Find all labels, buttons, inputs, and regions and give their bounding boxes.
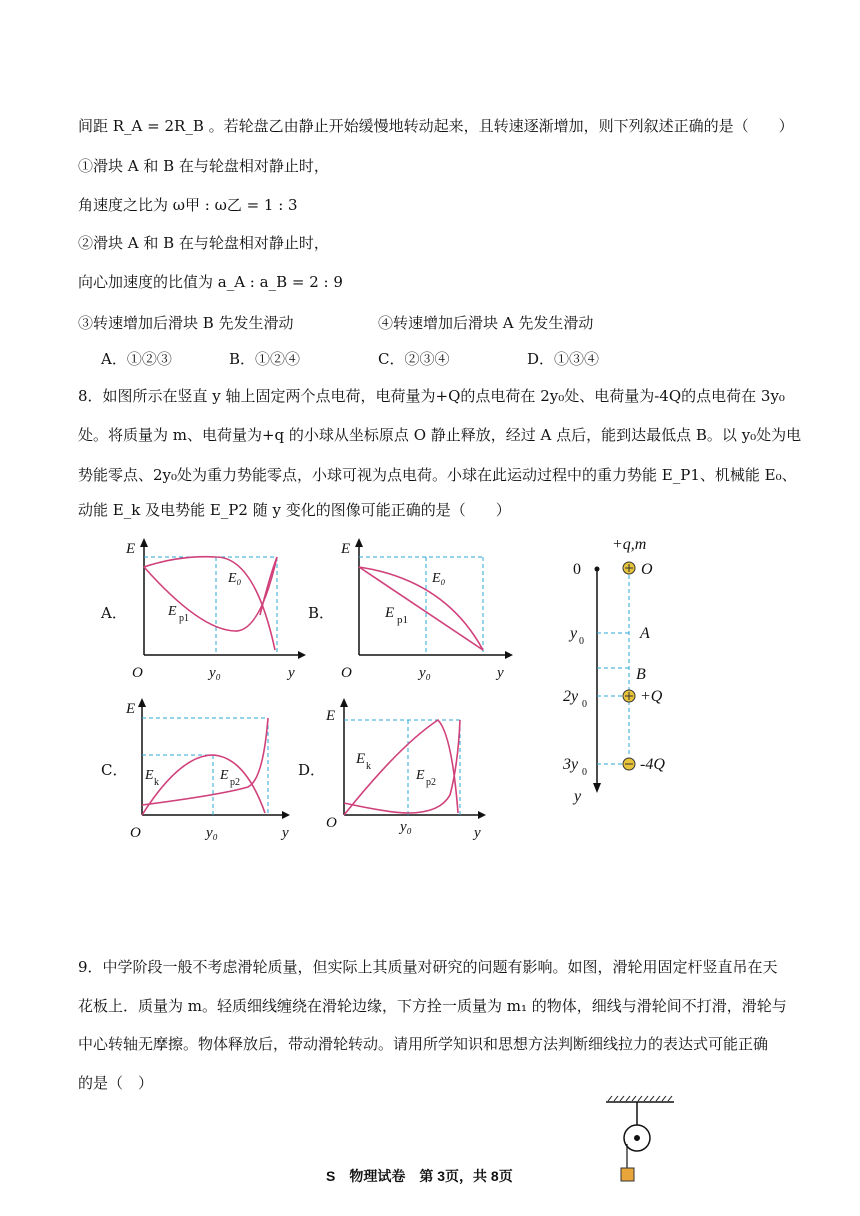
q7-statement-2: ②滑块 A 和 B 在与轮盘相对静止时， [78,234,329,252]
q7-statement-1b: 角速度之比为 ω甲 : ω乙 = 1 : 3 [78,196,298,214]
q7-statement-4: ④转速增加后滑块 A 先发生滑动 [378,314,594,332]
graph-c-ylabel: E [126,701,136,717]
graph-d-c2sub: p2 [426,777,436,788]
graph-b-origin: O [341,665,352,681]
axis-3y0-sub: 0 [582,767,587,778]
axis-a-label: A [640,625,650,642]
q8-stem-line-1: 8．如图所示在竖直 y 轴上固定两个点电荷，电荷量为+Q的点电荷在 2y₀处、电荷量为-4Q的点电荷在 3y₀ [78,387,785,405]
graph-b-letter: B． [308,604,335,622]
q8-stem-line-3: 势能零点、2y₀处为重力势能零点，小球可视为点电荷。小球在此运动过程中的重力势能 E_P1、机械能 E₀、 [78,466,797,484]
axis-minus-4q-label: -4Q [640,756,665,773]
axis-2y0-label: 2y [563,688,579,705]
graph-b-c2sub: p1 [397,614,408,626]
graph-c-c2sub: p2 [230,777,240,788]
graph-b-tick: y₀ [419,665,431,681]
q7-statement-3: ③转速增加后滑块 B 先发生滑动 [78,314,294,332]
axis-o-label: O [641,561,653,578]
graph-c [120,695,300,845]
q7-option-a: A．①②③ [101,350,172,368]
graph-a-ylabel: E [126,541,136,557]
graph-d-tick: y₀ [400,819,412,835]
graph-b-xlabel: y [497,665,504,681]
q9-stem-line-1: 9．中学阶段一般不考虑滑轮质量，但实际上其质量对研究的问题有影响。如图，滑轮用固定杆竖直吊在天 [78,958,778,976]
q7-statement-1: ①滑块 A 和 B 在与轮盘相对静止时， [78,157,329,175]
axis-plus-q-label: +Q [640,688,663,705]
graph-d-letter: D． [298,761,326,779]
graph-c-c1sub: k [154,777,159,788]
graph-b-ylabel: E [341,541,351,557]
axis-y0-label: y [570,625,578,642]
graph-a-tick: y₀ [209,665,221,681]
graph-a [120,535,300,685]
graph-c-tick: y₀ [206,825,218,841]
q8-stem-line-4: 动能 E_k 及电势能 E_P2 随 y 变化的图像可能正确的是（ ） [78,501,511,519]
graph-b [335,535,515,685]
axis-2y0-sub: 0 [582,699,587,710]
axis-3y0-label: 3y [563,756,579,773]
q7-option-d: D．①③④ [527,350,600,368]
graph-c-xlabel: y [282,825,289,841]
graph-a-origin: O [132,665,143,681]
axis-b-label: B [636,666,646,683]
graph-a-c2: E [168,604,177,619]
axis-zero-label: 0 [573,561,581,578]
graph-d-origin: O [326,815,337,831]
graph-c-letter: C． [101,761,128,779]
axis-top-label: +q,m [612,536,647,553]
charge-axis-figure [560,535,710,805]
graph-c-c1: E [145,768,154,783]
graph-d-xlabel: y [474,825,481,841]
graph-a-letter: A． [101,604,127,622]
graph-d [320,695,500,845]
graph-d-c2: E [416,768,425,783]
q7-option-c: C．②③④ [378,350,450,368]
graph-b-c2: E [385,605,395,621]
graph-d-c1sub: k [366,761,371,772]
graph-c-c2: E [220,768,229,783]
graph-a-c2sub: p1 [179,613,189,624]
q7-option-b: B．①②④ [229,350,301,368]
q9-stem-line-3: 中心转轴无摩擦。物体释放后，带动滑轮转动。请用所学知识和思想方法判断细线拉力的表达式可能正确 [78,1035,769,1053]
graph-a-c1: E₀ [228,571,242,586]
page-footer: S 物理试卷 第 3页，共 8页 [326,1168,513,1184]
q7-stem-line: 间距 R_A = 2R_B 。若轮盘乙由静止开始缓慢地转动起来，且转速逐渐增加，则下列叙述正确的是（ ） [78,117,794,135]
pulley-figure [598,1094,678,1214]
q9-stem-line-2: 花板上．质量为 m。轻质细线缠绕在滑轮边缘，下方拴一质量为 m₁ 的物体，细线与滑轮间不打滑，滑轮与 [78,997,787,1015]
q7-statement-2b: 向心加速度的比值为 a_A : a_B = 2 : 9 [78,273,343,291]
graph-c-origin: O [130,825,141,841]
graph-d-c1: E [356,751,366,767]
axis-y-label: y [574,788,582,805]
graph-a-xlabel: y [288,665,295,681]
q8-stem-line-2: 处。将质量为 m、电荷量为+q 的小球从坐标原点 O 静止释放，经过 A 点后，能到达最低点 B。以 y₀处为电 [78,426,802,444]
axis-y0-sub: 0 [579,636,584,647]
graph-b-c1: E₀ [432,571,446,586]
graph-d-ylabel: E [326,708,336,724]
q9-stem-line-4: 的是（ ） [78,1074,154,1092]
